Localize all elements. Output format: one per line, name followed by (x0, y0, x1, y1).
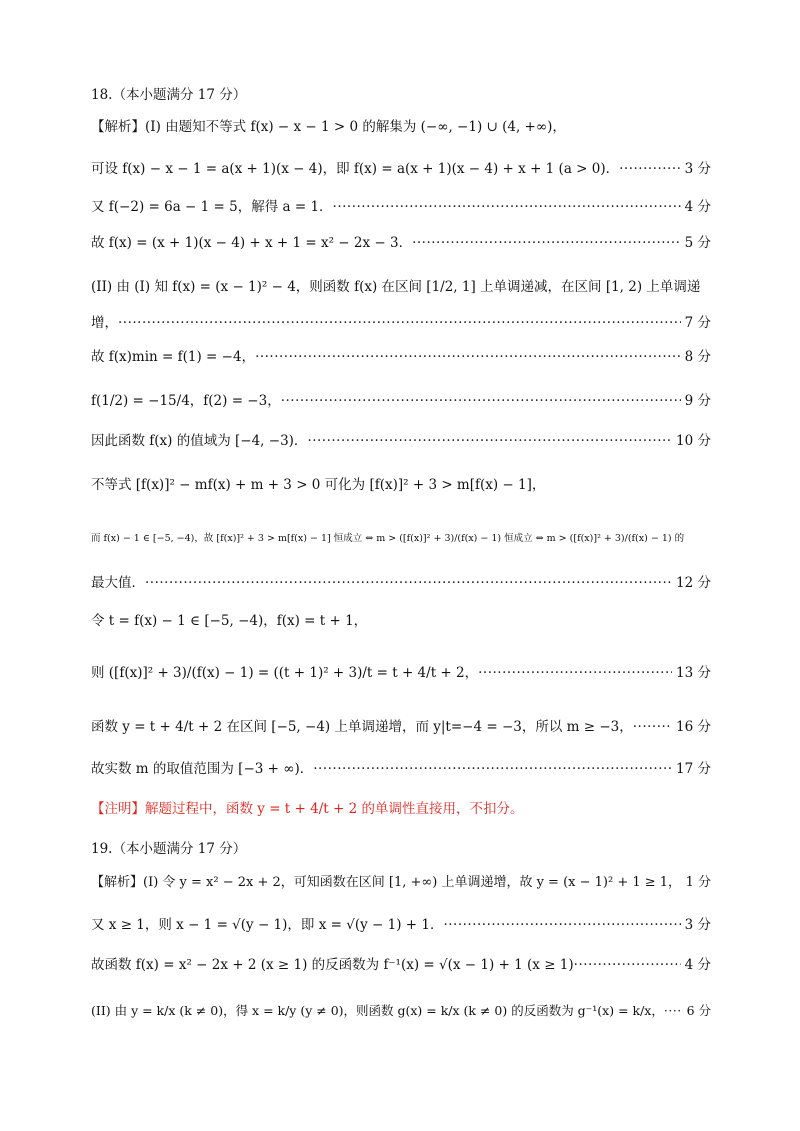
score-mark: 17 分 (676, 761, 711, 777)
solution-line (91, 664, 711, 682)
leader-dots (307, 432, 672, 450)
leader-dots (574, 956, 681, 974)
score-mark: 13 分 (676, 665, 711, 681)
leader-dots (255, 348, 681, 366)
score-mark: 5 分 (684, 235, 711, 251)
grading-note (91, 800, 711, 818)
score-mark: 9 分 (684, 393, 711, 409)
score-mark: 1 分 (685, 875, 711, 890)
line-text: 而 f(x) − 1 ∈ [−5, −4)，故 [f(x)]² + 3 > m[f(x) − 1] 恒成立 ⇔ m > ([f(x)]² + 3)/(f(x) − 1) 恒成立 ⇔ m > ([f(x)]² + 3)/(f(x) − 1) 的 (91, 533, 685, 544)
solution-line (91, 874, 711, 892)
problem-19-heading (91, 840, 711, 858)
solution-line (91, 234, 711, 252)
score-mark: 3 分 (684, 917, 711, 933)
problem-18-heading (91, 86, 711, 104)
line-text: 增， (91, 315, 118, 331)
leader-dots (478, 664, 672, 682)
solution-line (91, 348, 711, 366)
score-mark: 3 分 (684, 161, 711, 177)
leader-dots (313, 760, 672, 778)
solution-line (91, 198, 711, 216)
solution-line (91, 574, 711, 592)
line-text: 19.（本小题满分 17 分） (91, 841, 247, 857)
solution-line (91, 392, 711, 410)
solution-line (91, 432, 711, 450)
solution-line (91, 278, 711, 296)
score-mark: 6 分 (686, 1003, 711, 1018)
solution-line (91, 916, 711, 934)
leader-dots (633, 718, 672, 736)
line-text: 【解析】(I) 令 y = x² − 2x + 2，可知函数在区间 [1, +∞) 上单调递增，故 y = (x − 1)² + 1 ≥ 1， (91, 875, 682, 890)
solution-line (91, 160, 711, 178)
line-text: 不等式 [f(x)]² − mf(x) + m + 3 > 0 可化为 [f(x)]² + 3 > m[f(x) − 1]， (91, 477, 546, 493)
line-text: (II) 由 y = k/x (k ≠ 0)，得 x = k/y (y ≠ 0)，则函数 g(x) = k/x (k ≠ 0) 的反函数为 g⁻¹(x) = k/x， (91, 1003, 664, 1018)
line-text: 【解析】(I) 由题知不等式 f(x) − x − 1 > 0 的解集为 (−∞, −1) ∪ (4, +∞)， (91, 119, 566, 135)
line-text: f(1/2) = −15/4，f(2) = −3， (91, 393, 281, 409)
leader-dots (281, 392, 681, 410)
line-text: 因此函数 f(x) 的值域为 [−4, −3)． (91, 433, 308, 449)
score-mark: 4 分 (684, 199, 711, 215)
line-text: 18.（本小题满分 17 分） (91, 87, 247, 103)
score-mark: 8 分 (684, 349, 711, 365)
solution-line (91, 530, 711, 548)
line-text: 又 f(−2) = 6a − 1 = 5，解得 a = 1． (91, 199, 333, 215)
line-text: 故实数 m 的取值范围为 [−3 + ∞)． (91, 761, 314, 777)
solution-line (91, 476, 711, 494)
leader-dots (443, 916, 680, 934)
line-text: 最大值． (91, 575, 145, 591)
line-text: 函数 y = t + 4/t + 2 在区间 [−5, −4) 上单调递增，而 y|t=−4 = −3，所以 m ≥ −3， (91, 719, 633, 735)
line-text: 又 x ≥ 1，则 x − 1 = √(y − 1)，即 x = √(y − 1) + 1． (91, 917, 444, 933)
leader-dots (412, 234, 681, 252)
score-mark: 4 分 (684, 957, 711, 973)
score-mark: 7 分 (684, 315, 711, 331)
solution-line (91, 956, 711, 974)
score-mark: 16 分 (676, 719, 711, 735)
line-text: 则 ([f(x)]² + 3)/(f(x) − 1) = ((t + 1)² + 3)/t = t + 4/t + 2， (91, 665, 479, 681)
score-mark: 12 分 (676, 575, 711, 591)
line-text: 【注明】解题过程中，函数 y = t + 4/t + 2 的单调性直接用，不扣分。 (91, 801, 524, 817)
score-mark: 10 分 (676, 433, 711, 449)
solution-line (91, 314, 711, 332)
solution-line (91, 760, 711, 778)
solution-line (91, 118, 711, 136)
solution-line (91, 612, 711, 630)
leader-dots (333, 198, 681, 216)
line-text: 令 t = f(x) − 1 ∈ [−5, −4)，f(x) = t + 1， (91, 613, 368, 629)
leader-dots (664, 1002, 683, 1020)
solution-line (91, 718, 711, 736)
leader-dots (145, 574, 672, 592)
solution-line (91, 1002, 711, 1020)
line-text: 故 f(x) = (x + 1)(x − 4) + x + 1 = x² − 2x − 3． (91, 235, 413, 251)
line-text: 故 f(x)min = f(1) = −4， (91, 349, 256, 365)
leader-dots (118, 314, 681, 332)
line-text: (II) 由 (I) 知 f(x) = (x − 1)² − 4，则函数 f(x) 在区间 [1/2, 1] 上单调递减，在区间 [1, 2) 上单调递 (91, 279, 701, 295)
leader-dots (681, 874, 682, 892)
line-text: 故函数 f(x) = x² − 2x + 2 (x ≥ 1) 的反函数为 f⁻¹(x) = √(x − 1) + 1 (x ≥ 1) (91, 957, 574, 973)
leader-dots (619, 160, 680, 178)
line-text: 可设 f(x) − x − 1 = a(x + 1)(x − 4)，即 f(x) = a(x + 1)(x − 4) + x + 1 (a > 0)． (91, 161, 620, 177)
